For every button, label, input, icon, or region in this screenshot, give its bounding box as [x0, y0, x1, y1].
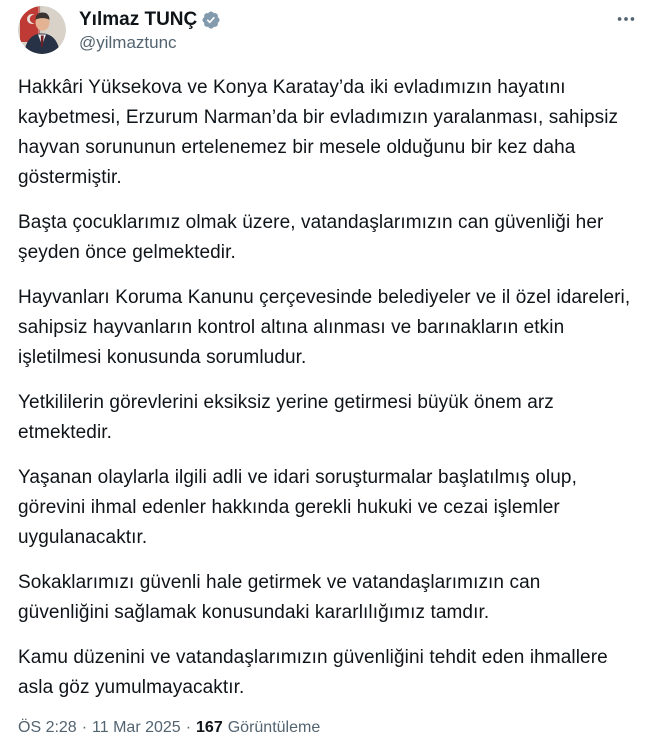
- verified-badge-icon: [201, 10, 221, 30]
- author-block: [79, 6, 221, 53]
- author-handle[interactable]: @yilmaztunc: [79, 33, 177, 52]
- footer-separator: ·: [81, 719, 88, 736]
- tweet-footer: [18, 718, 635, 738]
- views-label[interactable]: Görüntüleme: [227, 719, 321, 736]
- tweet-paragraph: Kamu düzenini ve vatandaşlarımızın güvenliğini tehdit eden ihmallere asla göz yumulmayacaktır.: [18, 647, 608, 698]
- author-name-row: [79, 8, 221, 31]
- tweet-date: 11 Mar 2025: [92, 719, 181, 736]
- more-horizontal-icon: [615, 8, 637, 30]
- tweet-paragraph: Hakkâri Yüksekova ve Konya Karatay’da iki evladımızın hayatını kaybetmesi, Erzurum Narman’da bir evladımızın yaralanması, sahipsiz hayvan sorununun ertelenemez bir mesele olduğunu bir kez daha göstermiştir.: [18, 77, 619, 188]
- tweet-paragraph: Yetkililerin görevlerini eksiksiz yerine getirmesi büyük önem arz etmektedir.: [18, 392, 554, 443]
- tweet-paragraph: Başta çocuklarımız olmak üzere, vatandaşlarımızın can güvenliği her şeyden önce gelmektedir.: [18, 212, 604, 263]
- tweet-text: [18, 73, 635, 703]
- author-name[interactable]: Yılmaz TUNÇ: [79, 9, 198, 30]
- tweet-paragraph: Sokaklarımızı güvenli hale getirmek ve vatandaşlarımızın can güvenliğini sağlamak konusundaki kararlılığımız tamdır.: [18, 572, 541, 623]
- avatar[interactable]: [18, 6, 66, 54]
- views-count: 167: [196, 719, 223, 736]
- tweet-paragraph: Yaşanan olaylarla ilgili adli ve idari soruşturmalar başlatılmış olup, görevini ihmal edenler hakkında gerekli hukuki ve cezai işlemler uygulanacaktır.: [18, 467, 577, 548]
- more-button[interactable]: [611, 8, 641, 30]
- avatar-image: [18, 6, 66, 54]
- tweet-header: [18, 6, 635, 54]
- footer-separator: ·: [185, 719, 192, 736]
- tweet-paragraph: Hayvanları Koruma Kanunu çerçevesinde belediyeler ve il özel idareleri, sahipsiz hayvanların kontrol altına alınması ve barınakların etkin işletilmesi konusunda sorumludur.: [18, 287, 631, 368]
- tweet-time: ÖS 2:28: [18, 719, 77, 736]
